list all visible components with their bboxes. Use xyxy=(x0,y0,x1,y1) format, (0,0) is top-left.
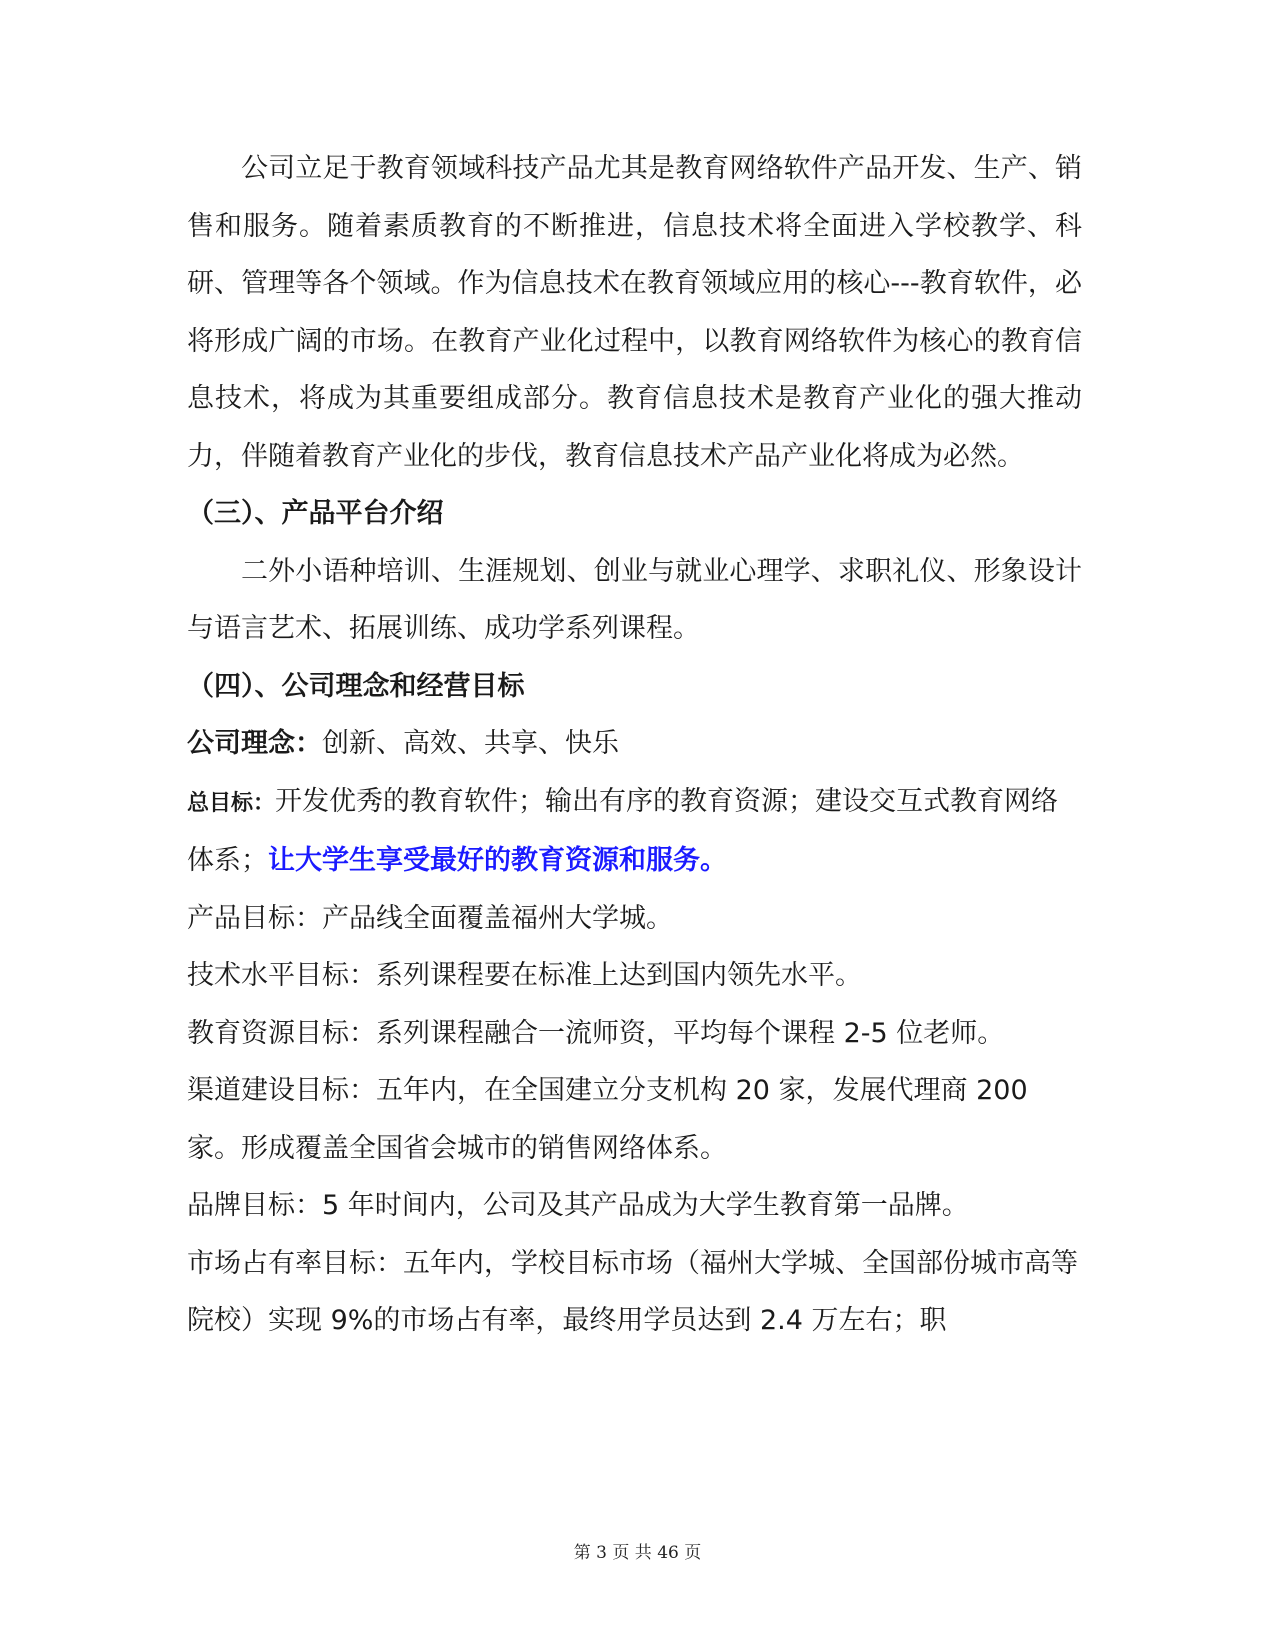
philosophy-line xyxy=(187,715,1082,773)
section-three-heading: （三）、产品平台介绍 xyxy=(187,498,444,529)
goal-technology: 技术水平目标：系列课程要在标准上达到国内领先水平。 xyxy=(187,960,862,991)
page-footer: 第 3 页 共 46 页 xyxy=(573,1543,702,1563)
philosophy-label: 公司理念： xyxy=(187,728,322,759)
goal-education-resources: 教育资源目标：系列课程融合一流师资，平均每个课程 2-5 位老师。 xyxy=(187,1017,1005,1049)
overall-goal-label: 总目标： xyxy=(187,790,276,816)
goal-product: 产品目标：产品线全面覆盖福州大学城。 xyxy=(187,902,673,934)
overall-goal-line xyxy=(187,773,1082,890)
overall-goal-text: 开发优秀的教育软件；输出有序的教育资源；建设交互式教育网络体系； xyxy=(187,785,1059,876)
philosophy-text: 创新、高效、共享、快乐 xyxy=(322,728,619,759)
goal-brand: 品牌目标：5 年时间内，公司及其产品成为大学生教育第一品牌。 xyxy=(187,1190,969,1221)
page-content xyxy=(187,140,1082,1350)
intro-paragraph: 公司立足于教育领域科技产品尤其是教育网络软件产品开发、生产、销售和服务。随着素质教育的不断推进，信息技术将全面进入学校教学、科研、管理等各个领域。作为信息技术在教育领域应用的核心---教育软件，必将形成广阔的市场。在教育产业化过程中，以教育网络软件为核心的教育信息技术，将成为其重要组成部分。教育信息技术是教育产业化的强大推动力，伴随着教育产业化的步伐，教育信息技术产品产业化将成为必然。 xyxy=(187,153,1082,472)
overall-goal-highlight: 让大学生享受最好的教育资源和服务。 xyxy=(268,845,727,876)
section-three-body: 二外小语种培训、生涯规划、创业与就业心理学、求职礼仪、形象设计与语言艺术、拓展训练、成功学系列课程。 xyxy=(187,555,1082,644)
section-four-heading: （四）、公司理念和经营目标 xyxy=(187,670,525,702)
goal-market-share: 市场占有率目标：五年内，学校目标市场（福州大学城、全国部份城市高等院校）实现 9%的市场占有率，最终用学员达到 2.4 万左右；职 xyxy=(187,1247,1078,1336)
goal-channel: 渠道建设目标：五年内，在全国建立分支机构 20 家，发展代理商 200 家。形成覆盖全国省会城市的销售网络体系。 xyxy=(187,1075,1028,1164)
